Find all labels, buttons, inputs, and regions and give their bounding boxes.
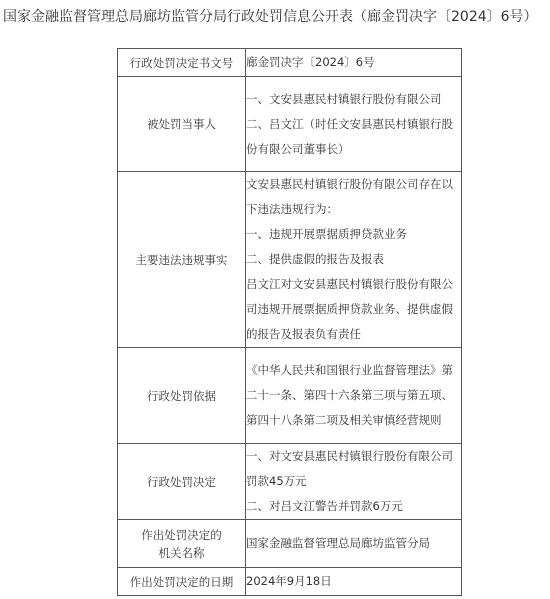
table-row-party (118, 77, 462, 172)
row-label (118, 444, 246, 520)
label-text: 行政处罚决定书文号 (129, 55, 234, 70)
value-text: 廊金罚决字〔2024〕6号 (246, 55, 375, 69)
row-label (118, 77, 246, 172)
row-value (246, 520, 462, 568)
document-title: 国家金融监督管理总局廊坊监管分局行政处罚信息公开表（廊金罚决字〔2024〕6号） (3, 9, 538, 25)
row-value (246, 568, 462, 596)
value-text: 2024年9月18日 (246, 574, 332, 588)
row-label (118, 520, 246, 568)
value-text: 二、提供虚假的报告及报表 (246, 252, 384, 266)
label-text: 行政处罚决定 (147, 474, 216, 489)
value-text: 《中华人民共和国银行业监督管理法》第二十一条、第四十六条第三项与第五项、第四十八条第二项及相关审慎经营规则 (246, 363, 453, 427)
value-text: 文安县惠民村镇银行股份有限公司存在以下违法违规行为： (246, 177, 453, 216)
row-label (118, 49, 246, 77)
value-text: 国家金融监督管理总局廊坊监管分局 (246, 536, 430, 550)
table-row-legal-basis (118, 348, 462, 444)
label-text: 作出处罚决定的 (141, 527, 222, 542)
row-label (118, 348, 246, 444)
table-row-violation-facts (118, 172, 462, 348)
table-row-authority (118, 520, 462, 568)
value-text: 一、对文安县惠民村镇银行股份有限公司罚款45万元 (246, 449, 453, 488)
table-row-decision-date (118, 568, 462, 596)
label-text: 作出处罚决定的日期 (129, 574, 234, 589)
value-text: 一、文安县惠民村镇银行股份有限公司 (246, 91, 442, 106)
table-row-decision-number (118, 49, 462, 77)
penalty-info-table (117, 48, 462, 596)
label-text: 被处罚当事人 (147, 117, 216, 131)
label-text: 机关名称 (158, 545, 205, 560)
label-text: 行政处罚依据 (147, 388, 216, 403)
row-value (246, 348, 462, 444)
row-label (118, 568, 246, 596)
row-value (246, 172, 462, 348)
table-row-penalty-decision (118, 444, 462, 520)
label-text: 主要违法违规事实 (135, 252, 228, 267)
value-text: 二、吕文江（时任文安县惠民村镇银行股份有限公司董事长） (246, 116, 453, 156)
value-text: 二、对吕文江警告并罚款6万元 (246, 499, 403, 513)
row-value (246, 49, 462, 77)
row-value (246, 77, 462, 172)
row-label (118, 172, 246, 348)
value-text: 一、违规开展票据质押贷款业务 (246, 227, 407, 241)
value-text: 吕文江对文安县惠民村镇银行股份有限公司违规开展票据质押贷款业务、提供虚假的报告及报表负有责任 (246, 277, 453, 341)
row-value (246, 444, 462, 520)
